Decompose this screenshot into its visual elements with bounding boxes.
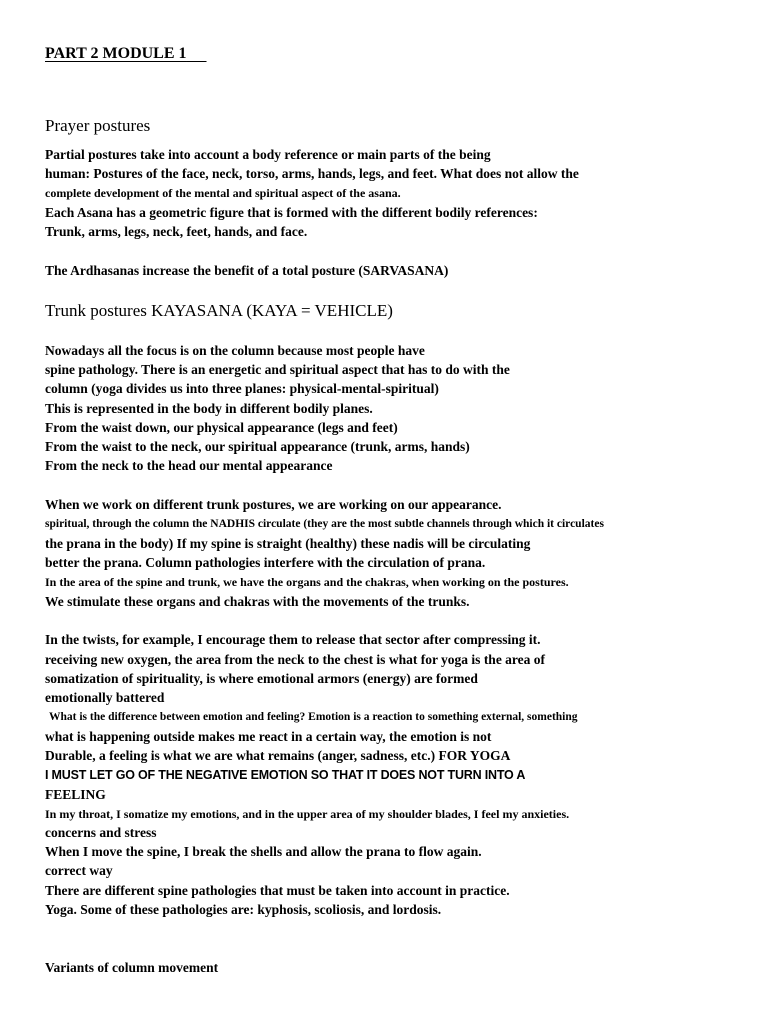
paragraph-line: In the area of the spine and trunk, we have the organs and the chakras, when working on the postures. (45, 575, 569, 589)
paragraph-line: The Ardhasanas increase the benefit of a total posture (SARVASANA) (45, 263, 449, 278)
paragraph-line: human: Postures of the face, neck, torso, arms, hands, legs, and feet. What does not allow the (45, 166, 579, 181)
paragraph-line: Partial postures take into account a body reference or main parts of the being (45, 147, 491, 162)
heading-prayer-postures: Prayer postures (45, 116, 151, 135)
paragraph-line: There are different spine pathologies that must be taken into account in practice. (45, 883, 510, 898)
paragraph-line: better the prana. Column pathologies interfere with the circulation of prana. (45, 555, 486, 570)
paragraph-line: From the waist down, our physical appearance (legs and feet) (45, 420, 398, 435)
paragraph-line: From the neck to the head our mental appearance (45, 458, 333, 473)
paragraph-line: Nowadays all the focus is on the column because most people have (45, 343, 425, 358)
paragraph-line: column (yoga divides us into three planes: physical-mental-spiritual) (45, 381, 439, 396)
paragraph-line: This is represented in the body in different bodily planes. (45, 401, 373, 416)
paragraph-line: We stimulate these organs and chakras with the movements of the trunks. (45, 594, 470, 609)
document-title (45, 44, 207, 64)
paragraph-line: FEELING (45, 787, 106, 802)
title-underline-trail (187, 45, 207, 62)
paragraph-line: spiritual, through the column the NADHIS circulate (they are the most subtle channels through which it circulates (45, 518, 604, 530)
paragraph-line: receiving new oxygen, the area from the neck to the chest is what for yoga is the area of (45, 652, 546, 667)
paragraph-line: complete development of the mental and spiritual aspect of the asana. (45, 186, 401, 200)
paragraph-line: What is the difference between emotion and feeling? Emotion is a reaction to something external, something (49, 711, 578, 723)
paragraph-line: When we work on different trunk postures, we are working on our appearance. (45, 497, 502, 512)
paragraph-line: emotionally battered (45, 690, 165, 705)
paragraph-line: Durable, a feeling is what we are what remains (anger, sadness, etc.) FOR YOGA (45, 748, 511, 763)
paragraph-line: concerns and stress (45, 825, 157, 840)
paragraph-line: In the twists, for example, I encourage them to release that sector after compressing it. (45, 632, 541, 647)
paragraph-line: In my throat, I somatize my emotions, and in the upper area of my shoulder blades, I feel my anxieties. (45, 807, 570, 821)
paragraph-line: From the waist to the neck, our spiritual appearance (trunk, arms, hands) (45, 439, 470, 454)
paragraph-line: When I move the spine, I break the shells and allow the prana to flow again. (45, 844, 482, 859)
paragraph-line: what is happening outside makes me react in a certain way, the emotion is not (45, 729, 492, 744)
paragraph-line: Each Asana has a geometric figure that is formed with the different bodily references: (45, 205, 538, 220)
paragraph-line: somatization of spirituality, is where emotional armors (energy) are formed (45, 671, 478, 686)
heading-trunk-postures: Trunk postures KAYASANA (KAYA = VEHICLE) (45, 301, 393, 320)
paragraph-line: Trunk, arms, legs, neck, feet, hands, and face. (45, 224, 308, 239)
section-label-variants: Variants of column movement (45, 960, 219, 975)
paragraph-line: correct way (45, 863, 113, 878)
paragraph-line-caps: I MUST LET GO OF THE NEGATIVE EMOTION SO THAT IT DOES NOT TURN INTO A (45, 768, 526, 782)
title-text: PART 2 MODULE 1 (45, 45, 187, 62)
paragraph-line: Yoga. Some of these pathologies are: kyphosis, scoliosis, and lordosis. (45, 902, 442, 917)
paragraph-line: the prana in the body) If my spine is straight (healthy) these nadis will be circulating (45, 536, 531, 551)
paragraph-line: spine pathology. There is an energetic and spiritual aspect that has to do with the (45, 362, 510, 377)
